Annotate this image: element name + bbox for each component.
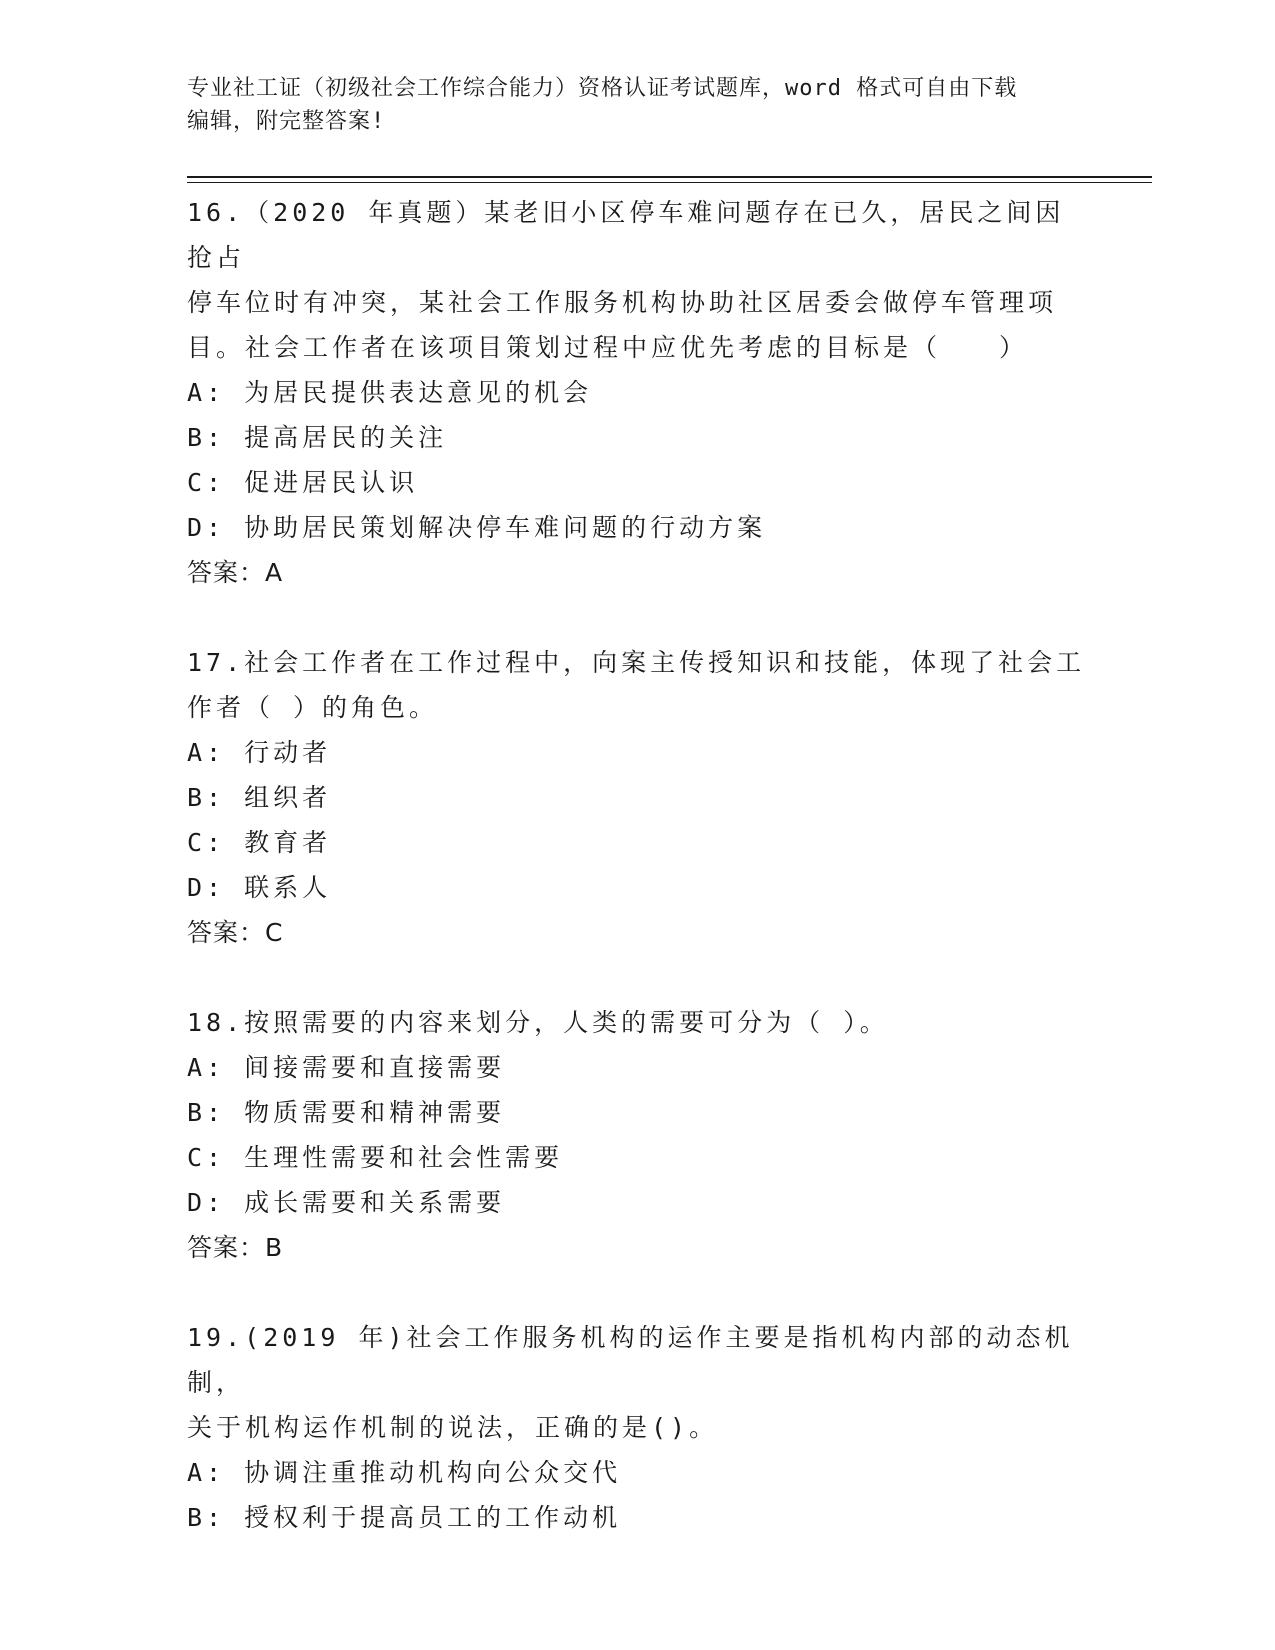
option-c: C: 生理性需要和社会性需要 (187, 1143, 564, 1172)
question-stem-line: 目。社会工作者在该项目策划过程中应优先考虑的目标是（ ） (187, 333, 1029, 362)
question-spacer (187, 955, 1087, 1000)
question-stem-line: 16.（2020 年真题）某老旧小区停车难问题存在已久，居民之间因抢占 (187, 198, 1065, 272)
answer: 答案：C (187, 918, 284, 947)
option-b: B: 提高居民的关注 (187, 423, 448, 452)
option-d: D: 成长需要和关系需要 (187, 1188, 506, 1217)
option-a: A: 间接需要和直接需要 (187, 1053, 506, 1082)
option-b: B: 授权利于提高员工的工作动机 (187, 1503, 622, 1532)
option-a: A: 协调注重推动机构向公众交代 (187, 1458, 622, 1487)
question-stem-line: 关于机构运作机制的说法，正确的是()。 (187, 1413, 719, 1442)
document-header (187, 72, 1067, 138)
option-a: A: 行动者 (187, 738, 332, 767)
question-18 (187, 1000, 1087, 1270)
question-spacer (187, 595, 1087, 640)
question-17 (187, 640, 1087, 955)
header-divider-thin (187, 182, 1152, 183)
question-stem-line: 18.按照需要的内容来划分，人类的需要可分为（ ）。 (187, 1008, 889, 1037)
option-c: C: 教育者 (187, 828, 332, 857)
header-line-1: 专业社工证（初级社会工作综合能力）资格认证考试题库，word 格式可自由下载 (187, 76, 1018, 101)
question-16 (187, 190, 1087, 595)
option-b: B: 组织者 (187, 783, 332, 812)
header-line-2: 编辑，附完整答案! (187, 109, 386, 134)
question-list (187, 190, 1087, 1540)
option-a: A: 为居民提供表达意见的机会 (187, 378, 593, 407)
answer: 答案：A (187, 558, 284, 587)
option-d: D: 协助居民策划解决停车难问题的行动方案 (187, 513, 767, 542)
option-d: D: 联系人 (187, 873, 332, 902)
question-stem-line: 17.社会工作者在工作过程中，向案主传授知识和技能，体现了社会工 (187, 648, 1086, 677)
question-spacer (187, 1270, 1087, 1315)
question-stem-line: 停车位时有冲突，某社会工作服务机构协助社区居委会做停车管理项 (187, 288, 1058, 317)
option-c: C: 促进居民认识 (187, 468, 419, 497)
header-divider-thick (187, 176, 1152, 178)
answer: 答案：B (187, 1233, 284, 1262)
question-19 (187, 1315, 1087, 1540)
question-stem-line: 19.(2019 年)社会工作服务机构的运作主要是指机构内部的动态机制， (187, 1323, 1074, 1397)
question-stem-line: 作者（ ）的角色。 (187, 693, 439, 722)
option-b: B: 物质需要和精神需要 (187, 1098, 506, 1127)
